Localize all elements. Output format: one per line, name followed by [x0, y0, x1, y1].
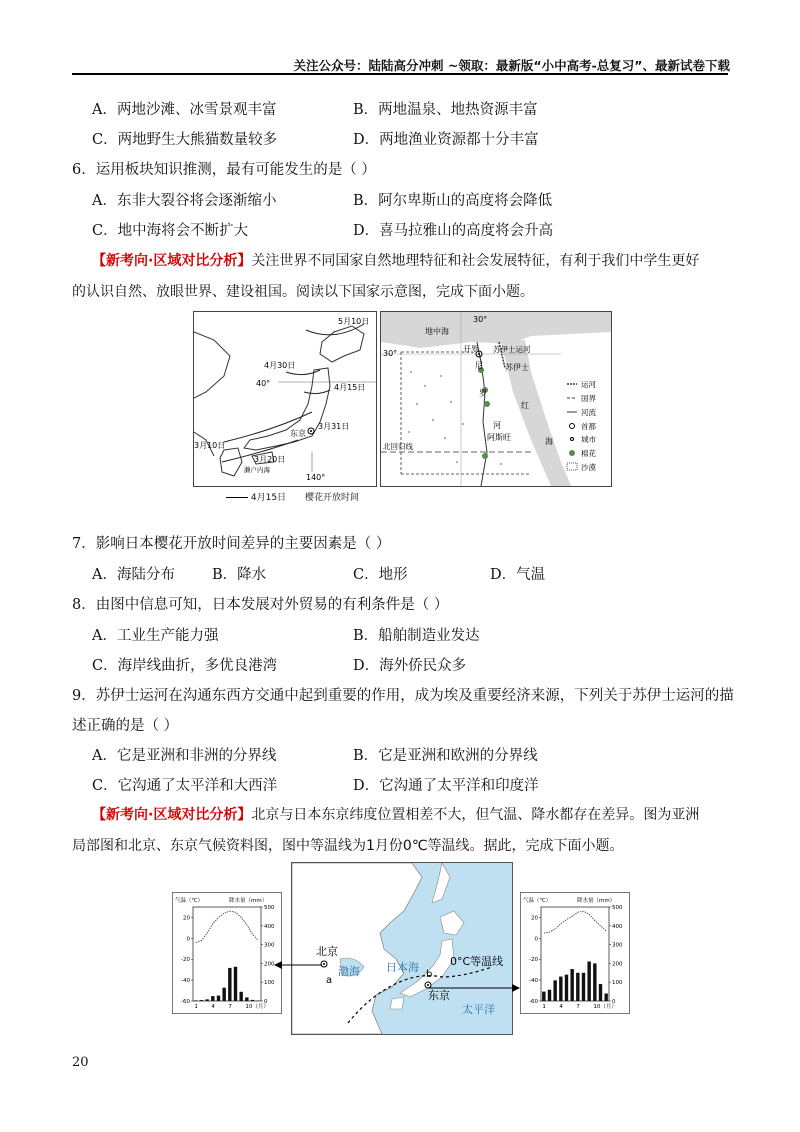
- egypt-legend-item: 国界: [581, 394, 596, 403]
- q9-stem-line2: 述正确的是（ ）: [72, 718, 179, 734]
- precip-tick-label: 400: [264, 923, 275, 930]
- beijing-connector-arrow: [270, 960, 330, 970]
- precip-tick-label: 0: [264, 999, 268, 1005]
- precip-bar: [228, 968, 231, 1001]
- precip-tick-label: 200: [612, 961, 623, 968]
- temp-tick-label: -20: [181, 957, 190, 964]
- q7-option-c: C．地形: [353, 567, 408, 583]
- egypt-legend-item: 运河: [581, 380, 596, 389]
- egypt-label: 地中海: [425, 327, 449, 336]
- east-asia-map: [291, 862, 513, 1035]
- temperature-curve: [544, 911, 606, 933]
- egypt-legend-item: 河流: [581, 408, 596, 417]
- intro2-line2: 局部图和北京、东京气候资料图，图中等温线为1月份0℃等温线。据此，完成下面小题。: [72, 838, 624, 854]
- japan-map-legend: 4月15日 樱花开放时间: [226, 490, 359, 503]
- egypt-label: 苏伊士运河: [493, 345, 531, 354]
- temperature-curve: [196, 911, 258, 942]
- month-tick-label: 1: [194, 1004, 198, 1010]
- q5-option-d: D．两地渔业资源都十分丰富: [353, 132, 539, 148]
- plot-frame: [541, 907, 609, 1001]
- intro1-line1: 【新考向·区域对比分析】关注世界不同国家自然地理特征和社会发展特征，有利于我们中学生更好: [92, 253, 700, 269]
- asia-label: a: [326, 975, 333, 986]
- precip-bar: [205, 999, 208, 1001]
- precip-bar: [593, 963, 596, 1001]
- asia-label: 渤海: [338, 965, 360, 978]
- month-tick-label: 10（月）: [593, 1004, 617, 1010]
- precip-bar: [548, 990, 551, 1001]
- egypt-legend-item: 城市: [581, 435, 596, 444]
- q8-option-c: C．海岸线曲折，多优良港湾: [92, 658, 278, 674]
- japan-label: 3月20日: [254, 455, 286, 464]
- precip-bar: [217, 996, 220, 1001]
- japan-label: 3月10日: [194, 441, 226, 450]
- egypt-label: 30°: [473, 315, 488, 324]
- precip-bar: [211, 996, 214, 1001]
- q9-option-d: D．它沟通了太平洋和印度洋: [353, 778, 539, 794]
- precip-tick-label: 500: [264, 905, 275, 911]
- intro2-tag: 【新考向·区域对比分析】: [92, 807, 252, 823]
- precip-tick-label: 0: [612, 999, 616, 1005]
- precip-bar: [559, 977, 562, 1001]
- month-tick-label: 1: [542, 1004, 546, 1010]
- asia-label: b: [426, 969, 433, 980]
- intro1-tag: 【新考向·区域对比分析】: [92, 253, 252, 269]
- precip-bar: [222, 988, 225, 1001]
- q7-option-b: B．降水: [212, 567, 267, 583]
- tokyo-connector-arrow: [428, 983, 524, 993]
- temp-tick-label: -40: [181, 978, 190, 985]
- q6-option-b: B．阿尔卑斯山的高度将会降低: [353, 193, 553, 209]
- japan-label: 4月30日: [264, 361, 296, 370]
- japan-label: 140°: [306, 473, 326, 482]
- month-tick-label: 4: [559, 1004, 563, 1010]
- temp-tick-label: 20: [531, 915, 538, 922]
- egypt-label: 红: [521, 401, 529, 410]
- japan-label: 东京: [290, 429, 306, 438]
- asia-label: 0°C等温线: [450, 955, 504, 968]
- month-tick-label: 7: [576, 1004, 580, 1010]
- q9-option-a: A．它是亚洲和非洲的分界线: [92, 748, 277, 764]
- header-divider: [72, 73, 728, 75]
- temp-tick-label: -60: [181, 999, 190, 1005]
- month-tick-label: 4: [211, 1004, 215, 1010]
- precip-bar: [245, 997, 248, 1001]
- egypt-legend-item: 沙漠: [581, 463, 596, 472]
- asia-label: 日本海: [386, 961, 419, 974]
- precip-tick-label: 100: [264, 980, 275, 987]
- egypt-label: 尼: [475, 361, 483, 370]
- q9-option-c: C．它沟通了太平洋和大西洋: [92, 778, 278, 794]
- q5-option-c: C．两地野生大熊猫数量较多: [92, 132, 278, 148]
- precip-bar: [234, 967, 237, 1001]
- plot-frame: [193, 907, 261, 1001]
- temp-axis-label: 气温（℃）: [175, 898, 204, 904]
- intro2-line1: 【新考向·区域对比分析】北京与日本东京纬度位置相差不大，但气温、降水都存在差异。图为亚洲: [92, 807, 700, 823]
- temp-tick-label: -40: [529, 978, 538, 985]
- q5-option-b: B．两地温泉、地热资源丰富: [353, 102, 538, 118]
- temp-axis-label: 气温（℃）: [523, 898, 552, 904]
- precip-tick-label: 300: [612, 942, 623, 949]
- precip-tick-label: 300: [264, 942, 275, 949]
- precip-bar: [599, 984, 602, 1001]
- q6-option-d: D．喜马拉雅山的高度将会升高: [353, 223, 554, 239]
- egypt-label: 罗: [479, 389, 487, 398]
- temp-tick-label: 20: [183, 915, 190, 922]
- japan-label: 40°: [256, 379, 271, 388]
- egypt-label: 阿斯旺: [487, 433, 511, 442]
- q8-stem: 8．由图中信息可知，日本发展对外贸易的有利条件是（ ）: [72, 597, 449, 613]
- precip-bar: [239, 992, 242, 1001]
- precip-bar: [570, 969, 573, 1001]
- month-tick-label: 10（月）: [245, 1004, 269, 1010]
- beijing-climate-chart: [172, 892, 282, 1014]
- q9-stem-line1: 9．苏伊士运河在沟通东西方交通中起到重要的作用，成为埃及重要经济来源，下列关于苏伊士运河的描: [72, 688, 734, 704]
- egypt-label: 海: [545, 437, 553, 446]
- precip-bar: [604, 993, 607, 1001]
- q7-option-d: D．气温: [490, 567, 546, 583]
- page-number: 20: [72, 1055, 89, 1070]
- q7-option-a: A．海陆分布: [92, 567, 175, 583]
- precip-bar: [565, 975, 568, 1001]
- precip-axis-label: 降水量（mm）: [577, 898, 616, 904]
- q8-option-b: B．船舶制造业发达: [353, 628, 480, 644]
- egypt-legend-item: 棉花: [581, 449, 596, 458]
- egypt-label: 开罗: [463, 345, 479, 354]
- q6-option-c: C．地中海将会不断扩大: [92, 223, 249, 239]
- japan-label: 3月31日: [318, 422, 350, 431]
- egypt-label: 30°: [383, 349, 398, 358]
- egypt-label: 苏伊士: [505, 363, 529, 372]
- egypt-legend-item: 首都: [581, 422, 596, 431]
- precip-bar: [582, 973, 585, 1001]
- intro1-line2: 的认识自然、放眼世界、建设祖国。阅读以下国家示意图，完成下面小题。: [72, 284, 534, 300]
- precip-bar: [194, 1000, 197, 1001]
- precip-bar: [251, 1000, 254, 1001]
- q5-option-a: A．两地沙滩、冰雪景观丰富: [92, 102, 277, 118]
- asia-label: 东京: [428, 989, 450, 1002]
- q8-option-d: D．海外侨民众多: [353, 658, 467, 674]
- temp-tick-label: 0: [186, 936, 190, 943]
- precip-bar: [542, 992, 545, 1001]
- egypt-label: 北回归线: [383, 442, 413, 451]
- temp-tick-label: -20: [529, 957, 538, 964]
- asia-label: 北京: [316, 945, 338, 958]
- precip-tick-label: 200: [264, 961, 275, 968]
- precip-axis-label: 降水量（mm）: [229, 898, 268, 904]
- precip-bar: [576, 973, 579, 1001]
- q6-stem: 6．运用板块知识推测，最有可能发生的是（ ）: [72, 162, 376, 178]
- egypt-label: 河: [493, 421, 501, 430]
- q7-stem: 7．影响日本樱花开放时间差异的主要因素是（ ）: [72, 536, 391, 552]
- precip-bar: [553, 980, 556, 1001]
- tokyo-climate-chart: [520, 892, 630, 1014]
- precip-bar: [200, 1000, 203, 1001]
- japan-label: 4月15日: [334, 383, 366, 392]
- q9-option-b: B．它是亚洲和欧洲的分界线: [353, 748, 538, 764]
- precip-tick-label: 400: [612, 923, 623, 930]
- japan-sakura-map: [193, 311, 377, 487]
- precip-tick-label: 500: [612, 905, 623, 911]
- japan-label: 濑户内海: [244, 466, 270, 474]
- page-header: 关注公众号：陆陆高分冲刺 ~领取：最新版“小中高考-总复习”、最新试卷下载: [293, 58, 730, 73]
- precip-bar: [587, 962, 590, 1001]
- q6-option-a: A．东非大裂谷将会逐渐缩小: [92, 193, 277, 209]
- asia-label: 太平洋: [462, 1003, 495, 1016]
- japan-label: 5月10日: [338, 317, 370, 326]
- precip-tick-label: 100: [612, 980, 623, 987]
- temp-tick-label: 0: [534, 936, 538, 943]
- temp-tick-label: -60: [529, 999, 538, 1005]
- month-tick-label: 7: [228, 1004, 232, 1010]
- egypt-map: [380, 311, 612, 487]
- q8-option-a: A．工业生产能力强: [92, 628, 219, 644]
